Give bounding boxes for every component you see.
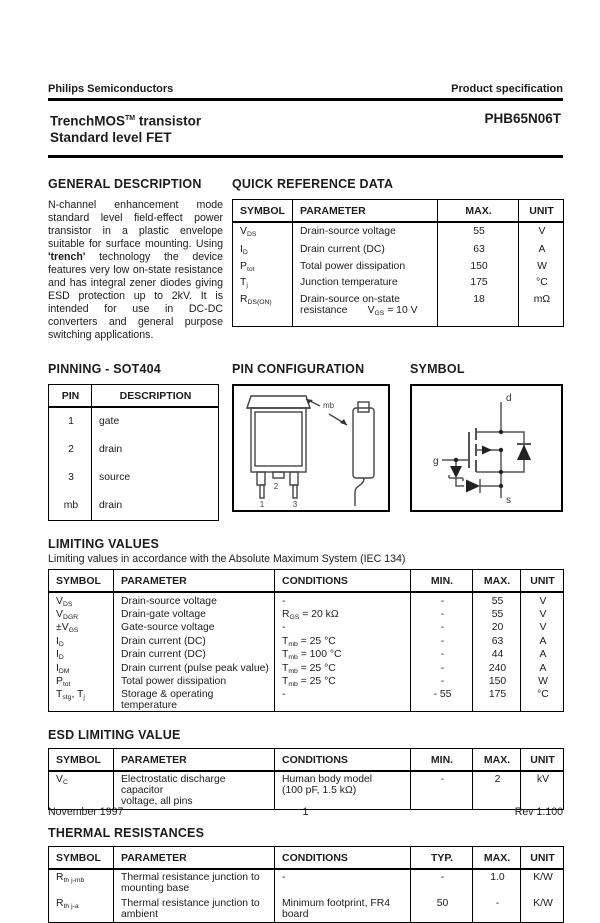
table-cell: $T_{mb} = 25$ °C	[275, 637, 411, 650]
table-cell: -	[275, 690, 411, 711]
table-cell: A	[539, 662, 547, 674]
table-cell: 2	[49, 436, 92, 464]
column-header: MAX.	[473, 749, 521, 772]
column-header: MIN.	[411, 569, 473, 592]
table-cell: 55	[473, 610, 521, 623]
table-cell: -	[275, 623, 411, 636]
table-row	[49, 407, 219, 436]
table-row	[49, 869, 564, 896]
table-row	[49, 677, 564, 690]
table-cell: 150	[473, 677, 521, 690]
row-description-qrd	[48, 177, 563, 343]
table-cell: $I_D$	[233, 245, 293, 262]
column-header: CONDITIONS	[275, 569, 411, 592]
table-cell: 50	[411, 896, 473, 923]
table-cell: -	[275, 592, 411, 610]
column-header: SYMBOL	[49, 847, 114, 870]
title-line1: TrenchMOS™ transistor	[50, 113, 202, 129]
symbol-figure	[410, 384, 563, 512]
esd-heading: ESD LIMITING VALUE	[48, 728, 181, 743]
table-header-row	[49, 847, 564, 870]
table-cell: 1	[49, 407, 92, 436]
spec-type: Product specification	[451, 83, 563, 95]
column-header: PARAMETER	[114, 749, 275, 772]
table-cell: 150	[438, 262, 519, 279]
table-row	[49, 637, 564, 650]
column-header: PARAMETER	[114, 569, 275, 592]
column-header: MAX.	[473, 569, 521, 592]
table-cell: mΩ	[533, 294, 551, 306]
thermal-table	[48, 846, 564, 923]
symbol-section	[410, 362, 563, 521]
pin-configuration-section	[232, 362, 390, 521]
table-cell: $T_{mb} = 25$ °C	[275, 677, 411, 690]
table-cell: W	[537, 260, 547, 272]
table-cell: Drain-source voltage	[293, 222, 438, 245]
table-header-row	[49, 569, 564, 592]
table-cell: Drain current (DC)	[114, 637, 275, 650]
table-cell: $R_{GS} = 20$ kΩ	[275, 610, 411, 623]
table-cell: V	[538, 225, 546, 237]
table-cell: $P_{tot}$	[49, 677, 114, 690]
table-cell: -	[411, 664, 473, 677]
table-cell: -	[473, 896, 521, 923]
esd-section	[48, 728, 563, 810]
table-cell: Electrostatic discharge capacitor voltage, all pins	[114, 771, 275, 810]
table-filler-row	[233, 325, 564, 326]
table-cell: 20	[473, 623, 521, 636]
general-description-text: N-channel enhancement mode standard level field-effect power transistor in a plastic envelope suitable for surface mounting. Using 'trench' technology the device features very low on-state resistance and has integral zener diodes giving ESD protection up to 2kV. It is intended for use in DC-DC converters and general purpose switching applications.	[48, 198, 223, 342]
table-row	[49, 896, 564, 923]
column-header: TYP.	[411, 847, 473, 870]
table-cell: Junction temperature	[293, 278, 438, 295]
table-cell: A	[539, 649, 547, 661]
column-header: PARAMETER	[293, 199, 438, 222]
table-cell: 240	[473, 664, 521, 677]
table-cell: 175	[438, 278, 519, 295]
table-cell: $V_{DS}$	[49, 592, 114, 610]
table-cell: $V_{DGR}$	[49, 610, 114, 623]
table-cell: -	[411, 771, 473, 810]
column-header: UNIT	[521, 569, 564, 592]
column-header: CONDITIONS	[275, 749, 411, 772]
gate-label: g	[433, 455, 439, 467]
table-cell: W	[538, 675, 548, 687]
masthead	[48, 83, 563, 95]
general-description-heading: GENERAL DESCRIPTION	[48, 176, 202, 191]
table-row	[49, 664, 564, 677]
table-cell: 55	[438, 222, 519, 245]
table-cell: Total power dissipation	[114, 677, 275, 690]
table-row	[49, 592, 564, 610]
table-cell: $V_{DS}$	[233, 222, 293, 245]
table-cell: 44	[473, 650, 521, 663]
table-filler-cell	[293, 325, 438, 326]
package-drawing	[234, 386, 388, 510]
table-row	[49, 492, 219, 521]
table-cell: A	[539, 635, 547, 647]
title-line2: Standard level FET	[50, 129, 172, 145]
quick-reference-heading: QUICK REFERENCE DATA	[232, 176, 394, 191]
limiting-values-section	[48, 537, 563, 713]
pin-configuration-figure	[232, 384, 390, 512]
column-header: SYMBOL	[49, 569, 114, 592]
table-cell: °C	[536, 277, 548, 289]
column-header: SYMBOL	[233, 199, 293, 222]
limiting-values-note: Limiting values in accordance with the Absolute Maximum System (IEC 134)	[48, 552, 406, 565]
esd-table	[48, 748, 564, 810]
table-cell: Drain-gate voltage	[114, 610, 275, 623]
footer-date: November 1997	[48, 806, 124, 818]
pinning-table	[48, 384, 219, 521]
pinning-section	[48, 362, 218, 521]
table-cell: $R_{DS(ON)}$	[233, 295, 293, 325]
table-cell: 2	[473, 771, 521, 810]
pin2-label: 2	[273, 481, 279, 491]
title-block	[48, 101, 563, 152]
table-cell: 18	[438, 295, 519, 325]
table-cell: °C	[537, 689, 549, 701]
table-cell: $P_{tot}$	[233, 262, 293, 279]
table-cell: Thermal resistance junction to mounting base	[114, 869, 275, 896]
table-row	[233, 262, 564, 279]
table-cell: A	[538, 243, 546, 255]
table-cell: $I_D$	[49, 637, 114, 650]
pin3-label: 3	[292, 499, 298, 509]
table-row	[49, 771, 564, 810]
footer-revision: Rev 1.100	[514, 806, 563, 818]
table-cell: Drain current (pulse peak value)	[114, 664, 275, 677]
vendor-name: Philips Semiconductors	[48, 83, 174, 95]
table-cell: 3	[49, 464, 92, 492]
table-cell: Drain-source on-state resistance $V_{GS} = 10$ V	[293, 295, 438, 325]
table-cell: Minimum footprint, FR4 board	[275, 896, 411, 923]
footer-page-number: 1	[302, 806, 309, 818]
table-cell: Total power dissipation	[293, 262, 438, 279]
table-cell: -	[411, 592, 473, 610]
table-cell: - 55	[411, 690, 473, 711]
row-pinning-figures	[48, 362, 563, 521]
table-cell: Thermal resistance junction to ambient	[114, 896, 275, 923]
table-cell: -	[411, 650, 473, 663]
column-header: MAX.	[473, 847, 521, 870]
table-cell: mb	[49, 492, 92, 521]
table-header-row	[233, 199, 564, 222]
table-cell: -	[411, 677, 473, 690]
pin1-label: 1	[259, 499, 265, 509]
source-label: s	[506, 494, 511, 506]
table-cell: $I_D$	[49, 650, 114, 663]
table-cell: K/W	[533, 872, 553, 884]
column-header: UNIT	[521, 847, 564, 870]
column-header: SYMBOL	[49, 749, 114, 772]
table-cell: $I_{DM}$	[49, 664, 114, 677]
table-cell: $T_{mb} = 25$ °C	[275, 664, 411, 677]
table-row	[233, 245, 564, 262]
limiting-values-heading: LIMITING VALUES	[48, 536, 160, 551]
table-cell: Drain current (DC)	[114, 650, 275, 663]
page-footer	[48, 806, 563, 818]
table-cell: Gate-source voltage	[114, 623, 275, 636]
mb-label: mb	[323, 400, 335, 410]
table-cell: 1.0	[473, 869, 521, 896]
part-number: PHB65N06T	[484, 111, 561, 126]
table-cell: Drain current (DC)	[293, 245, 438, 262]
quick-reference-section	[232, 177, 563, 343]
limiting-values-table	[48, 569, 564, 713]
table-row	[49, 610, 564, 623]
thermal-heading: THERMAL RESISTANCES	[48, 826, 205, 841]
table-cell: V	[539, 622, 547, 634]
table-cell: V	[539, 608, 547, 620]
symbol-heading: SYMBOL	[410, 361, 465, 376]
table-cell: 63	[438, 245, 519, 262]
table-cell: $R_{th j-mb}$	[49, 869, 114, 896]
pin-configuration-heading: PIN CONFIGURATION	[232, 361, 365, 376]
table-cell: -	[411, 623, 473, 636]
table-row	[233, 222, 564, 245]
column-header: UNIT	[521, 749, 564, 772]
table-cell: drain	[99, 500, 123, 512]
table-filler-cell	[438, 325, 519, 326]
table-cell: $\pm V_{GS}$	[49, 623, 114, 636]
table-cell: gate	[99, 416, 120, 428]
table-row	[49, 623, 564, 636]
table-header-row	[49, 749, 564, 772]
table-cell: $T_j$	[233, 278, 293, 295]
table-cell: $T_{stg}$, $T_j$	[49, 690, 114, 711]
table-row	[49, 436, 219, 464]
table-cell: 55	[473, 592, 521, 610]
table-cell: -	[411, 610, 473, 623]
table-row	[233, 278, 564, 295]
column-header: MIN.	[411, 749, 473, 772]
mosfet-symbol-drawing	[412, 386, 561, 510]
table-cell: Drain-source voltage	[114, 592, 275, 610]
table-cell: -	[275, 869, 411, 896]
column-header: PIN	[49, 384, 92, 407]
pinning-heading: PINNING - SOT404	[48, 361, 161, 376]
column-header: UNIT	[519, 199, 564, 222]
table-cell: -	[411, 869, 473, 896]
table-cell: drain	[99, 444, 123, 456]
table-cell: Storage & operating temperature	[114, 690, 275, 711]
thermal-section	[48, 826, 563, 923]
table-cell: source	[99, 472, 131, 484]
table-cell: -	[411, 637, 473, 650]
table-filler-cell	[233, 325, 293, 326]
table-cell: kV	[536, 774, 550, 786]
table-cell: $V_C$	[49, 771, 114, 810]
column-header: MAX.	[438, 199, 519, 222]
table-cell: 175	[473, 690, 521, 711]
table-cell: Human body model (100 pF, 1.5 kΩ)	[275, 771, 411, 810]
table-header-row	[49, 384, 219, 407]
column-header: CONDITIONS	[275, 847, 411, 870]
table-cell: K/W	[533, 898, 553, 910]
table-row	[49, 650, 564, 663]
table-cell: $R_{th j-a}$	[49, 896, 114, 923]
table-filler-cell	[519, 325, 564, 326]
table-row	[49, 690, 564, 711]
drain-label: d	[506, 392, 512, 404]
page-title	[50, 111, 201, 146]
quick-reference-table	[232, 199, 564, 327]
table-row	[49, 464, 219, 492]
table-cell: V	[539, 595, 547, 607]
table-cell: 63	[473, 637, 521, 650]
column-header: PARAMETER	[114, 847, 275, 870]
general-description-section	[48, 177, 223, 343]
divider-rule-title	[48, 155, 563, 158]
table-cell: $T_{mb} = 100$ °C	[275, 650, 411, 663]
table-row	[233, 295, 564, 325]
column-header: DESCRIPTION	[92, 384, 219, 407]
